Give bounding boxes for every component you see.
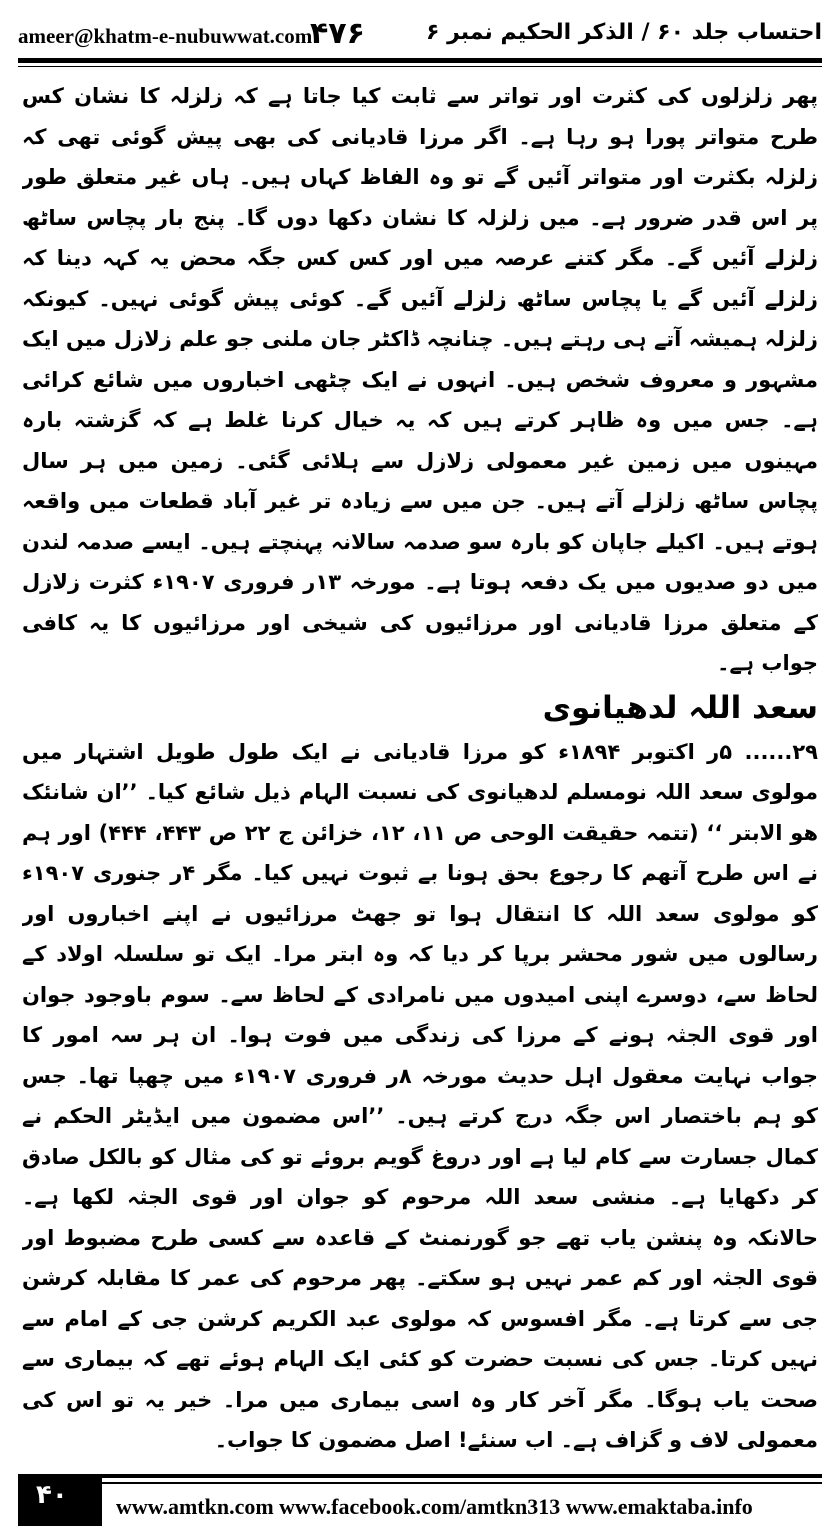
section-heading: سعد اللہ لدھیانوی xyxy=(542,689,818,726)
footer-rule-thick xyxy=(102,1474,822,1478)
page-header xyxy=(18,14,822,54)
header-page-number: ۴۷۶ xyxy=(310,16,365,51)
footer-page-number: ۴۰ xyxy=(36,1480,68,1510)
page-body xyxy=(22,76,818,1458)
paragraph-earthquakes: پھر زلزلوں کی کثرت اور تواتر سے ثابت کیا جاتا ہے کہ زلزلہ کا نشان کس طرح متواتر پورا ہو رہا ہے۔ اگر مرزا قادیانی کی بھی پیش گوئی تھی کہ زلزلہ بکثرت اور متواتر آئیں گے تو وہ الفاظ کہاں ہیں۔ ہاں غیر متعلق طور پر اس قدر ضرور ہے۔ میں زلزلہ کا نشان دکھا دوں گا۔ پنج بار پچاس ساٹھ زلزلے آئیں گے۔ مگر کتنے عرصہ میں اور کس کس جگہ محض یہ کہہ دینا کہ زلزلے آئیں گے یا پچاس ساٹھ زلزلے آئیں گے۔ کوئی پیش گوئی نہیں۔ کیونکہ زلزلہ ہمیشہ آتے ہی رہتے ہیں۔ چنانچہ ڈاکٹر جان ملنی جو علم زلازل میں ایک مشہور و معروف شخص ہیں۔ انہوں نے ایک چٹھی اخباروں میں شائع کرائی ہے۔ جس میں وہ ظاہر کرتے ہیں کہ یہ خیال کرنا غلط ہے کہ گزشتہ بارہ مہینوں میں زمین غیر معمولی زلازل سے ہلائی گئی۔ زمین میں ہر سال پچاس ساٹھ زلزلے آتے ہیں۔ جن میں سے زیادہ تر غیر آباد قطعات میں واقعہ ہوتے ہیں۔ اکیلے جاپان کو بارہ سو صدمہ سالانہ پہنچتے ہیں۔ ایسے صدمہ لندن میں دو صدیوں میں یک دفعہ ہوتا ہے۔ مورخہ ۱۳ر فروری ۱۹۰۷ء کثرت زلازل کے متعلق مرزا قادیانی اور مرزائیوں کی شیخی اور مرزائیوں کا یہ کافی جواب ہے۔ xyxy=(22,84,818,675)
header-rule-thick xyxy=(18,58,822,63)
header-source-title: احتساب جلد ۶۰ / الذکر الحکیم نمبر ۶ xyxy=(426,20,822,45)
paragraph-saadullah: ۲۹...... ۵ر اکتوبر ۱۸۹۴ء کو مرزا قادیانی نے ایک طول طویل اشتہار میں مولوی سعد اللہ نومسلم لدھیانوی کی نسبت الہام ذیل شائع کیا۔ ’’ان شانئک ھو الابتر ‘‘ (تتمہ حقیقت الوحی ص ۱۱، ۱۲، خزائن ج ۲۲ ص ۴۴۳، ۴۴۴) اور ہم نے اس طرح آتھم کا رجوع بحق ہونا بے ثبوت نہیں کیا۔ مگر ۴ر جنوری ۱۹۰۷ء کو مولوی سعد اللہ کا انتقال ہوا تو جھٹ مرزائیوں نے اپنے اخباروں اور رسالوں میں شور محشر برپا کر دیا کہ وہ ابتر مرا۔ ایک تو سلسلہ اولاد کے لحاظ سے، دوسرے اپنی امیدوں میں نامرادی کے لحاظ سے۔ سوم باوجود جوان اور قوی الجثہ ہونے کے مرزا کی زندگی میں فوت ہوا۔ ان ہر سہ امور کا جواب نہایت معقول اہل حدیث مورخہ ۸ر فروری ۱۹۰۷ء میں چھپا تھا۔ جس کو ہم باختصار اس جگہ درج کرتے ہیں۔ ’’اس مضمون میں ایڈیٹر الحکم نے کمال جسارت سے کام لیا ہے اور دروغ گویم بروئے تو کی مثال کو بالکل صادق کر دکھایا ہے۔ منشی سعد اللہ مرحوم کو جوان اور قوی الجثہ لکھا ہے۔ حالانکہ وہ پنشن یاب تھے جو گورنمنٹ کے قاعدہ سے کسی طرح مضبوط اور قوی الجثہ اور کم عمر نہیں ہو سکتے۔ پھر مرحوم کی عمر کا مقابلہ کرشن جی سے کرتا ہے۔ مگر افسوس کہ مولوی عبد الکریم کرشن جی کے امام سے نہیں کرتا۔ جس کی نسبت حضرت کو کئی ایک الہام ہوئے تھے کہ بیماری سے صحت یاب ہوگا۔ مگر آخر کار وہ اسی بیماری میں مرا۔ خیر یہ تو اس کی معمولی لاف و گزاف ہے۔ اب سنئے! اصل مضمون کا جواب۔ xyxy=(22,739,818,1452)
header-email: ameer@khatm-e-nubuwwat.com xyxy=(18,24,313,48)
footer-links[interactable]: www.amtkn.com www.facebook.com/amtkn313 www.emaktaba.info xyxy=(116,1494,753,1519)
page-footer xyxy=(18,1474,822,1526)
footer-rule-thin xyxy=(102,1482,822,1484)
footer-page-box xyxy=(18,1474,102,1526)
header-rule-thin xyxy=(18,66,822,67)
